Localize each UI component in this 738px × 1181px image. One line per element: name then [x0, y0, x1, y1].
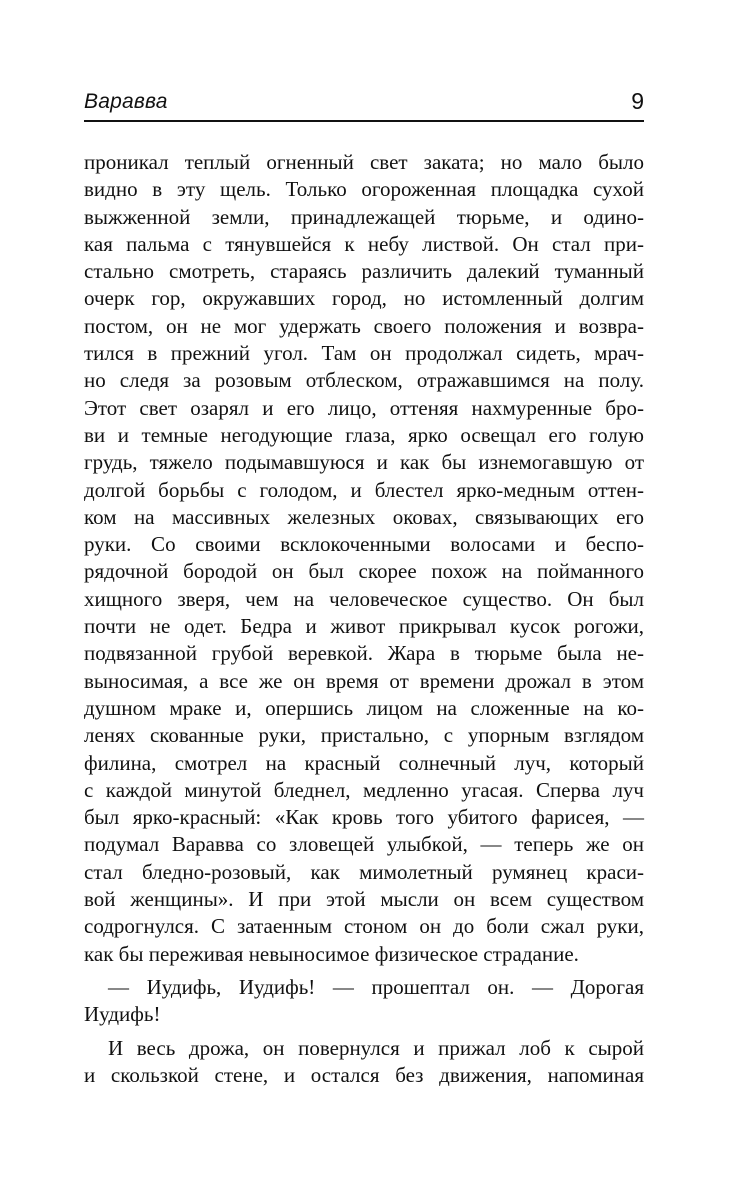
text-line: ленях скованные руки, пристально, с упорным взглядом	[84, 723, 644, 748]
text-line: и скользкой стене, и остался без движения, напоминая	[84, 1062, 644, 1087]
text-line: как бы переживая невыносимое физическое страдание.	[84, 941, 579, 966]
paragraph-1	[84, 149, 644, 968]
text-line: подвязанной грубой веревкой. Жара в тюрьме была не-	[84, 641, 644, 666]
text-line: содрогнулся. С затаенным стоном он до боли сжал руки,	[84, 914, 644, 939]
text-line: ви и темные негодующие глаза, ярко освещал его голую	[84, 422, 644, 447]
text-line: — Иудифь, Иудифь! — прошептал он. — Дорогая	[108, 974, 644, 999]
text-line: душном мраке и, опершись лицом на сложенные на ко-	[84, 695, 644, 720]
text-line: тился в прежний угол. Там он продолжал сидеть, мрач-	[84, 341, 644, 366]
text-line: стально смотреть, стараясь различить далекий туманный	[84, 259, 644, 284]
text-line: И весь дрожа, он повернулся и прижал лоб к сырой	[108, 1035, 644, 1060]
paragraph-2	[84, 974, 644, 1029]
text-line: очерк гор, окружавших город, но истомленный долгим	[84, 286, 644, 311]
running-title: Варавва	[84, 90, 168, 113]
text-line: филина, смотрел на красный солнечный луч, который	[84, 750, 644, 775]
text-line: рядочной бородой он был скорее похож на пойманного	[84, 559, 644, 584]
paragraph-3	[84, 1035, 644, 1090]
page-number: 9	[631, 88, 644, 114]
text-line: вой женщины». И при этой мысли он всем существом	[84, 887, 644, 912]
text-line: руки. Со своими всклокоченными волосами и беспо-	[84, 532, 644, 557]
text-line: ком на массивных железных оковах, связывающих его	[84, 504, 644, 529]
text-line: долгой борьбы с голодом, и блестел ярко-медным оттен-	[84, 477, 644, 502]
text-line: кая пальма с тянувшейся к небу листвой. Он стал при-	[84, 231, 644, 256]
text-line: подумал Варавва со зловещей улыбкой, — теперь же он	[84, 832, 644, 857]
text-line: почти не одет. Бедра и живот прикрывал кусок рогожи,	[84, 614, 644, 639]
text-line: но следя за розовым отблеском, отражавшимся на полу.	[84, 368, 644, 393]
text-line: постом, он не мог удержать своего положения и возвра-	[84, 313, 644, 338]
text-line: видно в эту щель. Только огороженная площадка сухой	[84, 177, 644, 202]
running-header	[84, 86, 644, 122]
text-line: выжженной земли, принадлежащей тюрьме, и одино-	[84, 204, 644, 229]
text-line: стал бледно-розовый, как мимолетный румянец краси-	[84, 859, 644, 884]
text-line: Иудифь!	[84, 1002, 161, 1027]
text-line: выносимая, а все же он время от времени дрожал в этом	[84, 668, 644, 693]
body-text	[84, 149, 644, 1089]
text-line: хищного зверя, чем на человеческое существо. Он был	[84, 586, 644, 611]
text-line: проникал теплый огненный свет заката; но мало было	[84, 150, 644, 174]
text-line: Этот свет озарял и его лицо, оттеняя нахмуренные бро-	[84, 395, 644, 420]
text-line: с каждой минутой бледнел, медленно угасая. Сперва луч	[84, 777, 644, 802]
book-page	[84, 0, 644, 1181]
text-line: грудь, тяжело подымавшуюся и как бы изнемогавшую от	[84, 450, 644, 475]
text-line: был ярко-красный: «Как кровь того убитого фарисея, —	[84, 805, 644, 830]
